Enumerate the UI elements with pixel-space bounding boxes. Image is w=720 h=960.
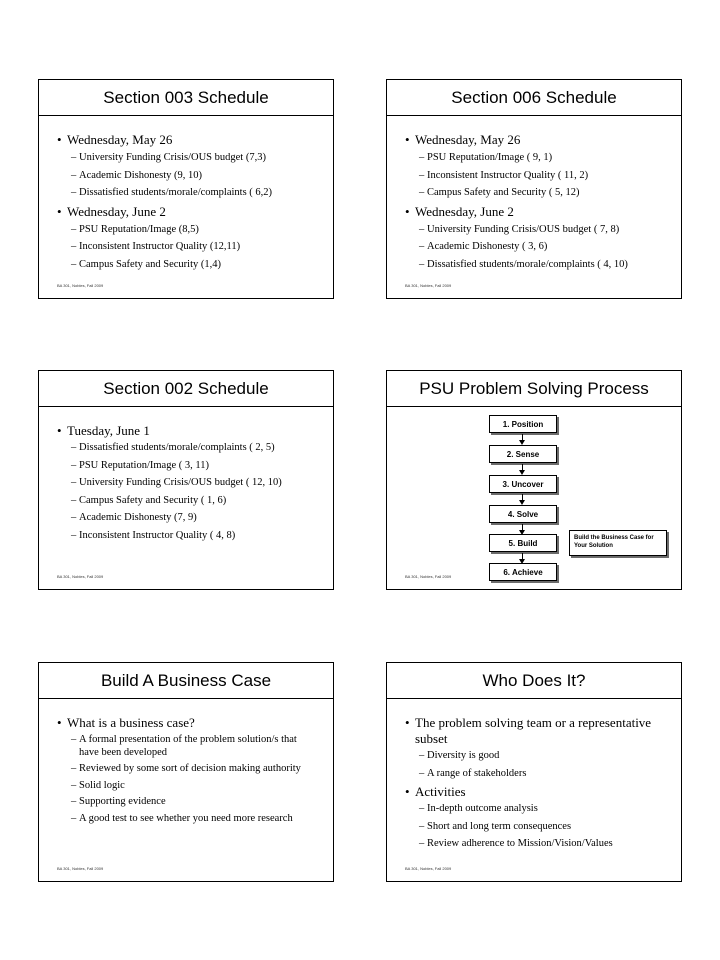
slide-section-002 <box>38 370 334 590</box>
slide-title: PSU Problem Solving Process <box>419 378 649 398</box>
process-step-build: 5. Build <box>489 534 557 552</box>
sub-bullet: – Supporting evidence <box>39 796 301 809</box>
sub-bullet: – PSU Reputation/Image ( 9, 1) <box>387 152 681 165</box>
slide-body <box>39 407 333 589</box>
slide-body <box>39 116 333 298</box>
sub-bullet: – Dissatisfied students/morale/complaints ( 2, 5) <box>39 442 333 455</box>
slide-title-bar <box>387 371 681 407</box>
slide-footer: BA 301, Nobles, Fall 2009 <box>405 574 452 579</box>
bullet: • What is a business case? <box>39 715 333 731</box>
sub-bullet: – Solid logic <box>39 780 301 793</box>
sub-bullet: – Dissatisfied students/morale/complaints ( 4, 10) <box>387 259 681 272</box>
sub-bullet: – University Funding Crisis/OUS budget (7,3) <box>39 152 333 165</box>
bullet: • Wednesday, June 2 <box>387 204 681 220</box>
slide-title-bar <box>387 663 681 699</box>
process-step-achieve: 6. Achieve <box>489 563 557 581</box>
sub-bullet: – Reviewed by some sort of decision making authority <box>39 763 309 776</box>
sub-bullet: – A good test to see whether you need more research <box>39 813 301 826</box>
sub-bullet: – Academic Dishonesty (9, 10) <box>39 170 333 183</box>
sub-bullet: – University Funding Crisis/OUS budget ( 12, 10) <box>39 477 333 490</box>
slide-title-bar <box>39 80 333 116</box>
sub-bullet: – Short and long term consequences <box>387 821 681 834</box>
sub-bullet: – A range of stakeholders <box>387 768 681 781</box>
process-diagram <box>387 407 681 589</box>
process-step-position: 1. Position <box>489 415 557 433</box>
sub-bullet: – Campus Safety and Security ( 5, 12) <box>387 187 681 200</box>
sub-bullet: – Academic Dishonesty ( 3, 6) <box>387 241 681 254</box>
sub-bullet: – PSU Reputation/Image (8,5) <box>39 224 333 237</box>
sub-bullet: – Inconsistent Instructor Quality ( 11, 2) <box>387 170 681 183</box>
build-note-box: Build the Business Case for Your Solution <box>569 530 667 556</box>
bullet: • Wednesday, May 26 <box>387 132 681 148</box>
slide-who-does-it <box>386 662 682 882</box>
slide-title: Build A Business Case <box>100 670 272 690</box>
bullet: • Tuesday, June 1 <box>39 423 333 439</box>
slide-footer: BA 301, Nobles, Fall 2009 <box>405 866 452 871</box>
process-step-uncover: 3. Uncover <box>489 475 557 493</box>
slide-body <box>387 699 681 881</box>
sub-bullet: – Review adherence to Mission/Vision/Values <box>387 838 681 851</box>
slide-title: Section 002 Schedule <box>103 378 269 398</box>
slide-footer: BA 301, Nobles, Fall 2009 <box>57 574 104 579</box>
process-step-solve: 4. Solve <box>489 505 557 523</box>
sub-bullet: – Diversity is good <box>387 750 681 763</box>
sub-bullet: – A formal presentation of the problem solution/s that have been developed <box>39 734 309 759</box>
slide-section-003 <box>38 79 334 299</box>
bullet: • Wednesday, May 26 <box>39 132 333 148</box>
slide-problem-solving-process <box>386 370 682 590</box>
sub-bullet: – Academic Dishonesty (7, 9) <box>39 512 333 525</box>
sub-bullet: – In-depth outcome analysis <box>387 803 681 816</box>
slide-title-bar <box>387 80 681 116</box>
sub-bullet: – Campus Safety and Security (1,4) <box>39 259 333 272</box>
slide-body <box>39 699 333 881</box>
slide-title-bar <box>39 663 333 699</box>
process-step-sense: 2. Sense <box>489 445 557 463</box>
slide-body <box>387 116 681 298</box>
sub-bullet: – Campus Safety and Security ( 1, 6) <box>39 495 333 508</box>
slide-section-006 <box>386 79 682 299</box>
slide-footer: BA 301, Nobles, Fall 2009 <box>405 283 452 288</box>
slide-title: Section 003 Schedule <box>103 87 269 107</box>
bullet: • Wednesday, June 2 <box>39 204 333 220</box>
sub-bullet: – Inconsistent Instructor Quality ( 4, 8) <box>39 530 333 543</box>
slide-footer: BA 301, Nobles, Fall 2009 <box>57 283 104 288</box>
slide-title: Section 006 Schedule <box>451 87 617 107</box>
sub-bullet: – Dissatisfied students/morale/complaints ( 6,2) <box>39 187 333 200</box>
sub-bullet: – Inconsistent Instructor Quality (12,11) <box>39 241 333 254</box>
slide-title: Who Does It? <box>482 670 586 690</box>
sub-bullet: – University Funding Crisis/OUS budget ( 7, 8) <box>387 224 681 237</box>
slide-title-bar <box>39 371 333 407</box>
slide-build-business-case <box>38 662 334 882</box>
slide-footer: BA 301, Nobles, Fall 2009 <box>57 866 104 871</box>
bullet: • Activities <box>387 784 681 800</box>
bullet: • The problem solving team or a representative subset <box>387 715 655 747</box>
sub-bullet: – PSU Reputation/Image ( 3, 11) <box>39 460 333 473</box>
